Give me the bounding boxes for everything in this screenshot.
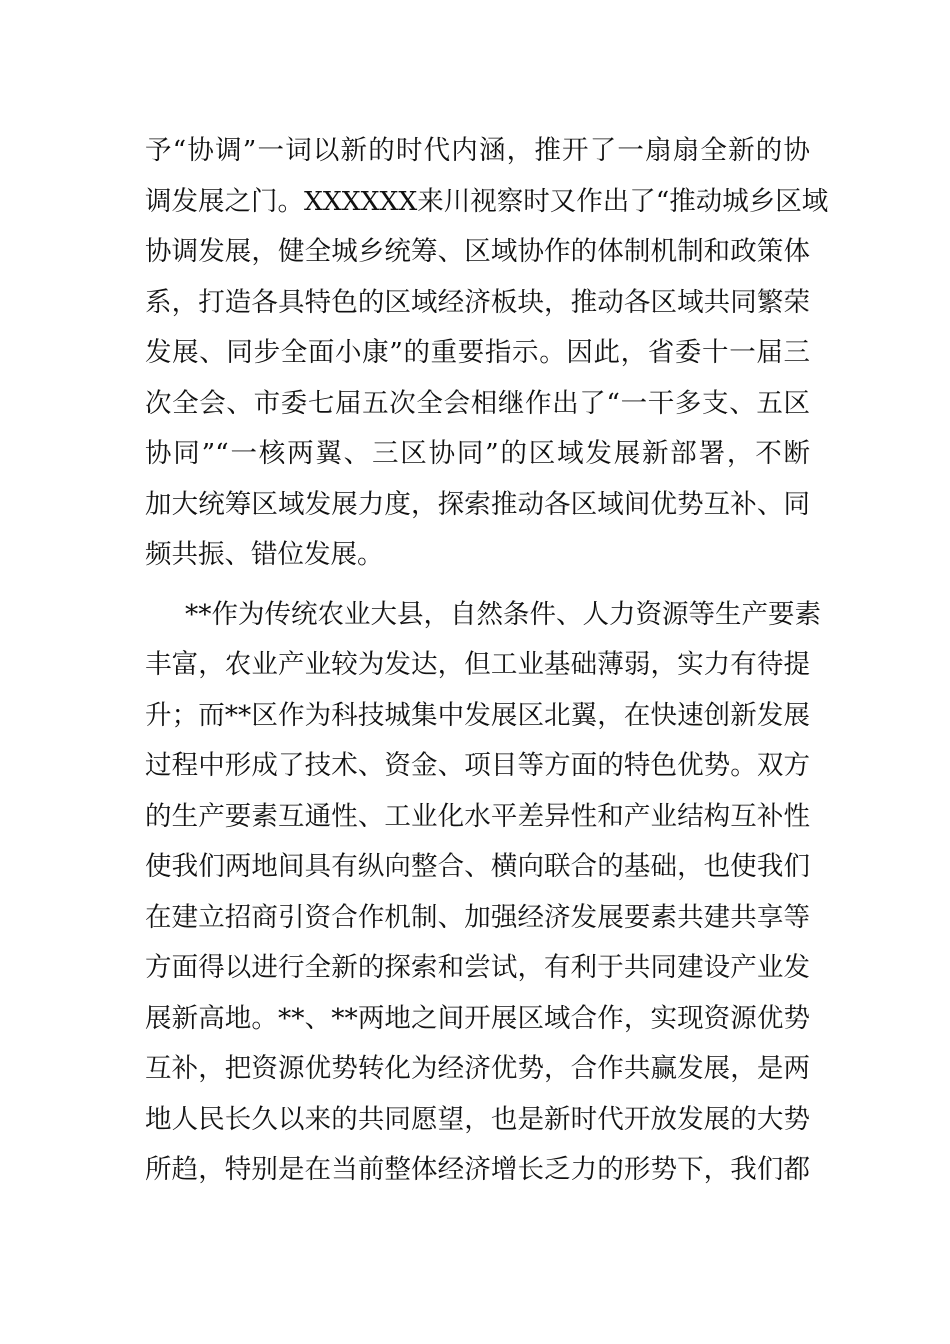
text-line: 频共振、错位发展。 [145,539,384,570]
text-line: 协同”“一核两翼、三区协同”的区域发展新部署，不断 [145,438,810,469]
text-line: 所趋，特别是在当前整体经济增长乏力的形势下，我们都 [145,1154,810,1185]
text-line: 展新高地。**、**两地之间开展区域合作，实现资源优势 [145,1002,810,1034]
paragraph-2 [145,590,821,1196]
text-line: 使我们两地间具有纵向整合、横向联合的基础，也使我们 [145,851,810,882]
text-line: 系，打造各具特色的区域经济板块，推动各区域共同繁荣 [145,286,810,318]
text-line: 升；而**区作为科技城集中发展区北翼，在快速创新发展 [145,699,810,731]
text-line: 的生产要素互通性、工业化水平差异性和产业结构互补性 [145,800,810,832]
paragraph-spacer [145,581,810,590]
text-line: 方面得以进行全新的探索和尝试，有利于共同建设产业发 [145,952,810,983]
paragraph-1 [145,126,829,581]
text-line: 次全会、市委七届五次全会相继作出了“一干多支、五区 [145,387,810,419]
text-line: 在建立招商引资合作机制、加强经济发展要素共建共享等 [145,901,810,933]
text-line: 过程中形成了技术、资金、项目等方面的特色优势。双方 [145,750,810,781]
text-line: 地人民长久以来的共同愿望，也是新时代开放发展的大势 [145,1103,810,1135]
text-line: 协调发展，健全城乡统筹、区域协作的体制机制和政策体 [145,236,810,267]
text-line: 予“协调”一词以新的时代内涵，推开了一扇扇全新的协 [145,135,810,166]
document-body [145,126,829,1196]
text-line: 丰富，农业产业较为发达，但工业基础薄弱，实力有待提 [145,649,810,680]
text-line: 发展、同步全面小康”的重要指示。因此，省委十一届三 [145,337,810,368]
text-line: 调发展之门。XXXXXX来川视察时又作出了“推动城乡区域 [145,185,829,217]
text-line: 加大统筹区域发展力度，探索推动各区域间优势互补、同 [145,488,810,520]
text-line: 互补，把资源优势转化为经济优势，合作共赢发展，是两 [145,1053,810,1084]
text-line: **作为传统农业大县，自然条件、人力资源等生产要素 [185,598,821,630]
